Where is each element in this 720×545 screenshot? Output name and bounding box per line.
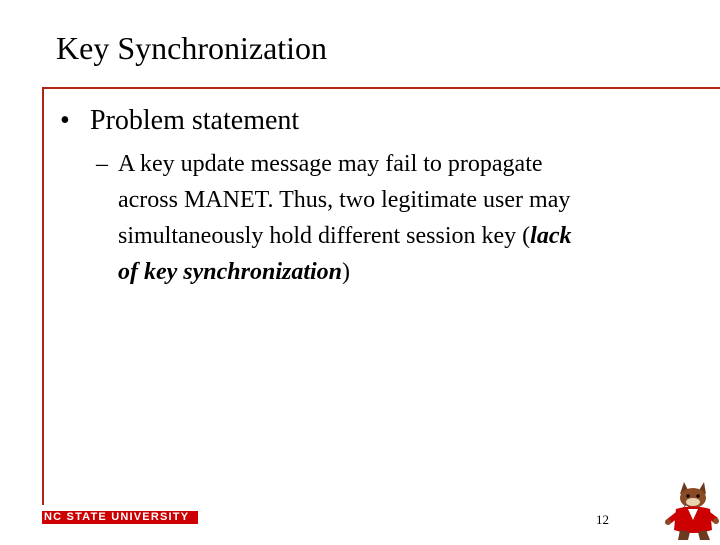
emphasis-key-synchronization: of key synchronization [118, 259, 343, 285]
sub-bullet-line-3 [118, 218, 678, 254]
frame-left-rule [42, 87, 44, 505]
sub-bullet-line-1: A key update message may fail to propagate [118, 151, 543, 177]
bullet-item [60, 104, 299, 138]
university-logo-bar: NC STATE UNIVERSITY [42, 511, 198, 524]
slide-title: Key Synchronization [56, 30, 328, 66]
sub-bullet-item [96, 146, 678, 290]
frame-top-rule [42, 87, 720, 89]
sub-bullet-line-2: across MANET. Thus, two legitimate user may [118, 187, 571, 213]
sub-bullet-line-4 [118, 254, 678, 290]
sub-bullet-marker: – [96, 151, 108, 177]
bullet-text: Problem statement [90, 105, 300, 136]
bullet-marker: • [60, 105, 70, 136]
page-number: 12 [596, 512, 609, 527]
closing-paren: ) [342, 259, 351, 285]
wolf-mascot-icon [664, 478, 720, 540]
sub-bullet-line-3-text: simultaneously hold different session key ( [118, 223, 531, 249]
emphasis-lack: lack [530, 223, 572, 249]
